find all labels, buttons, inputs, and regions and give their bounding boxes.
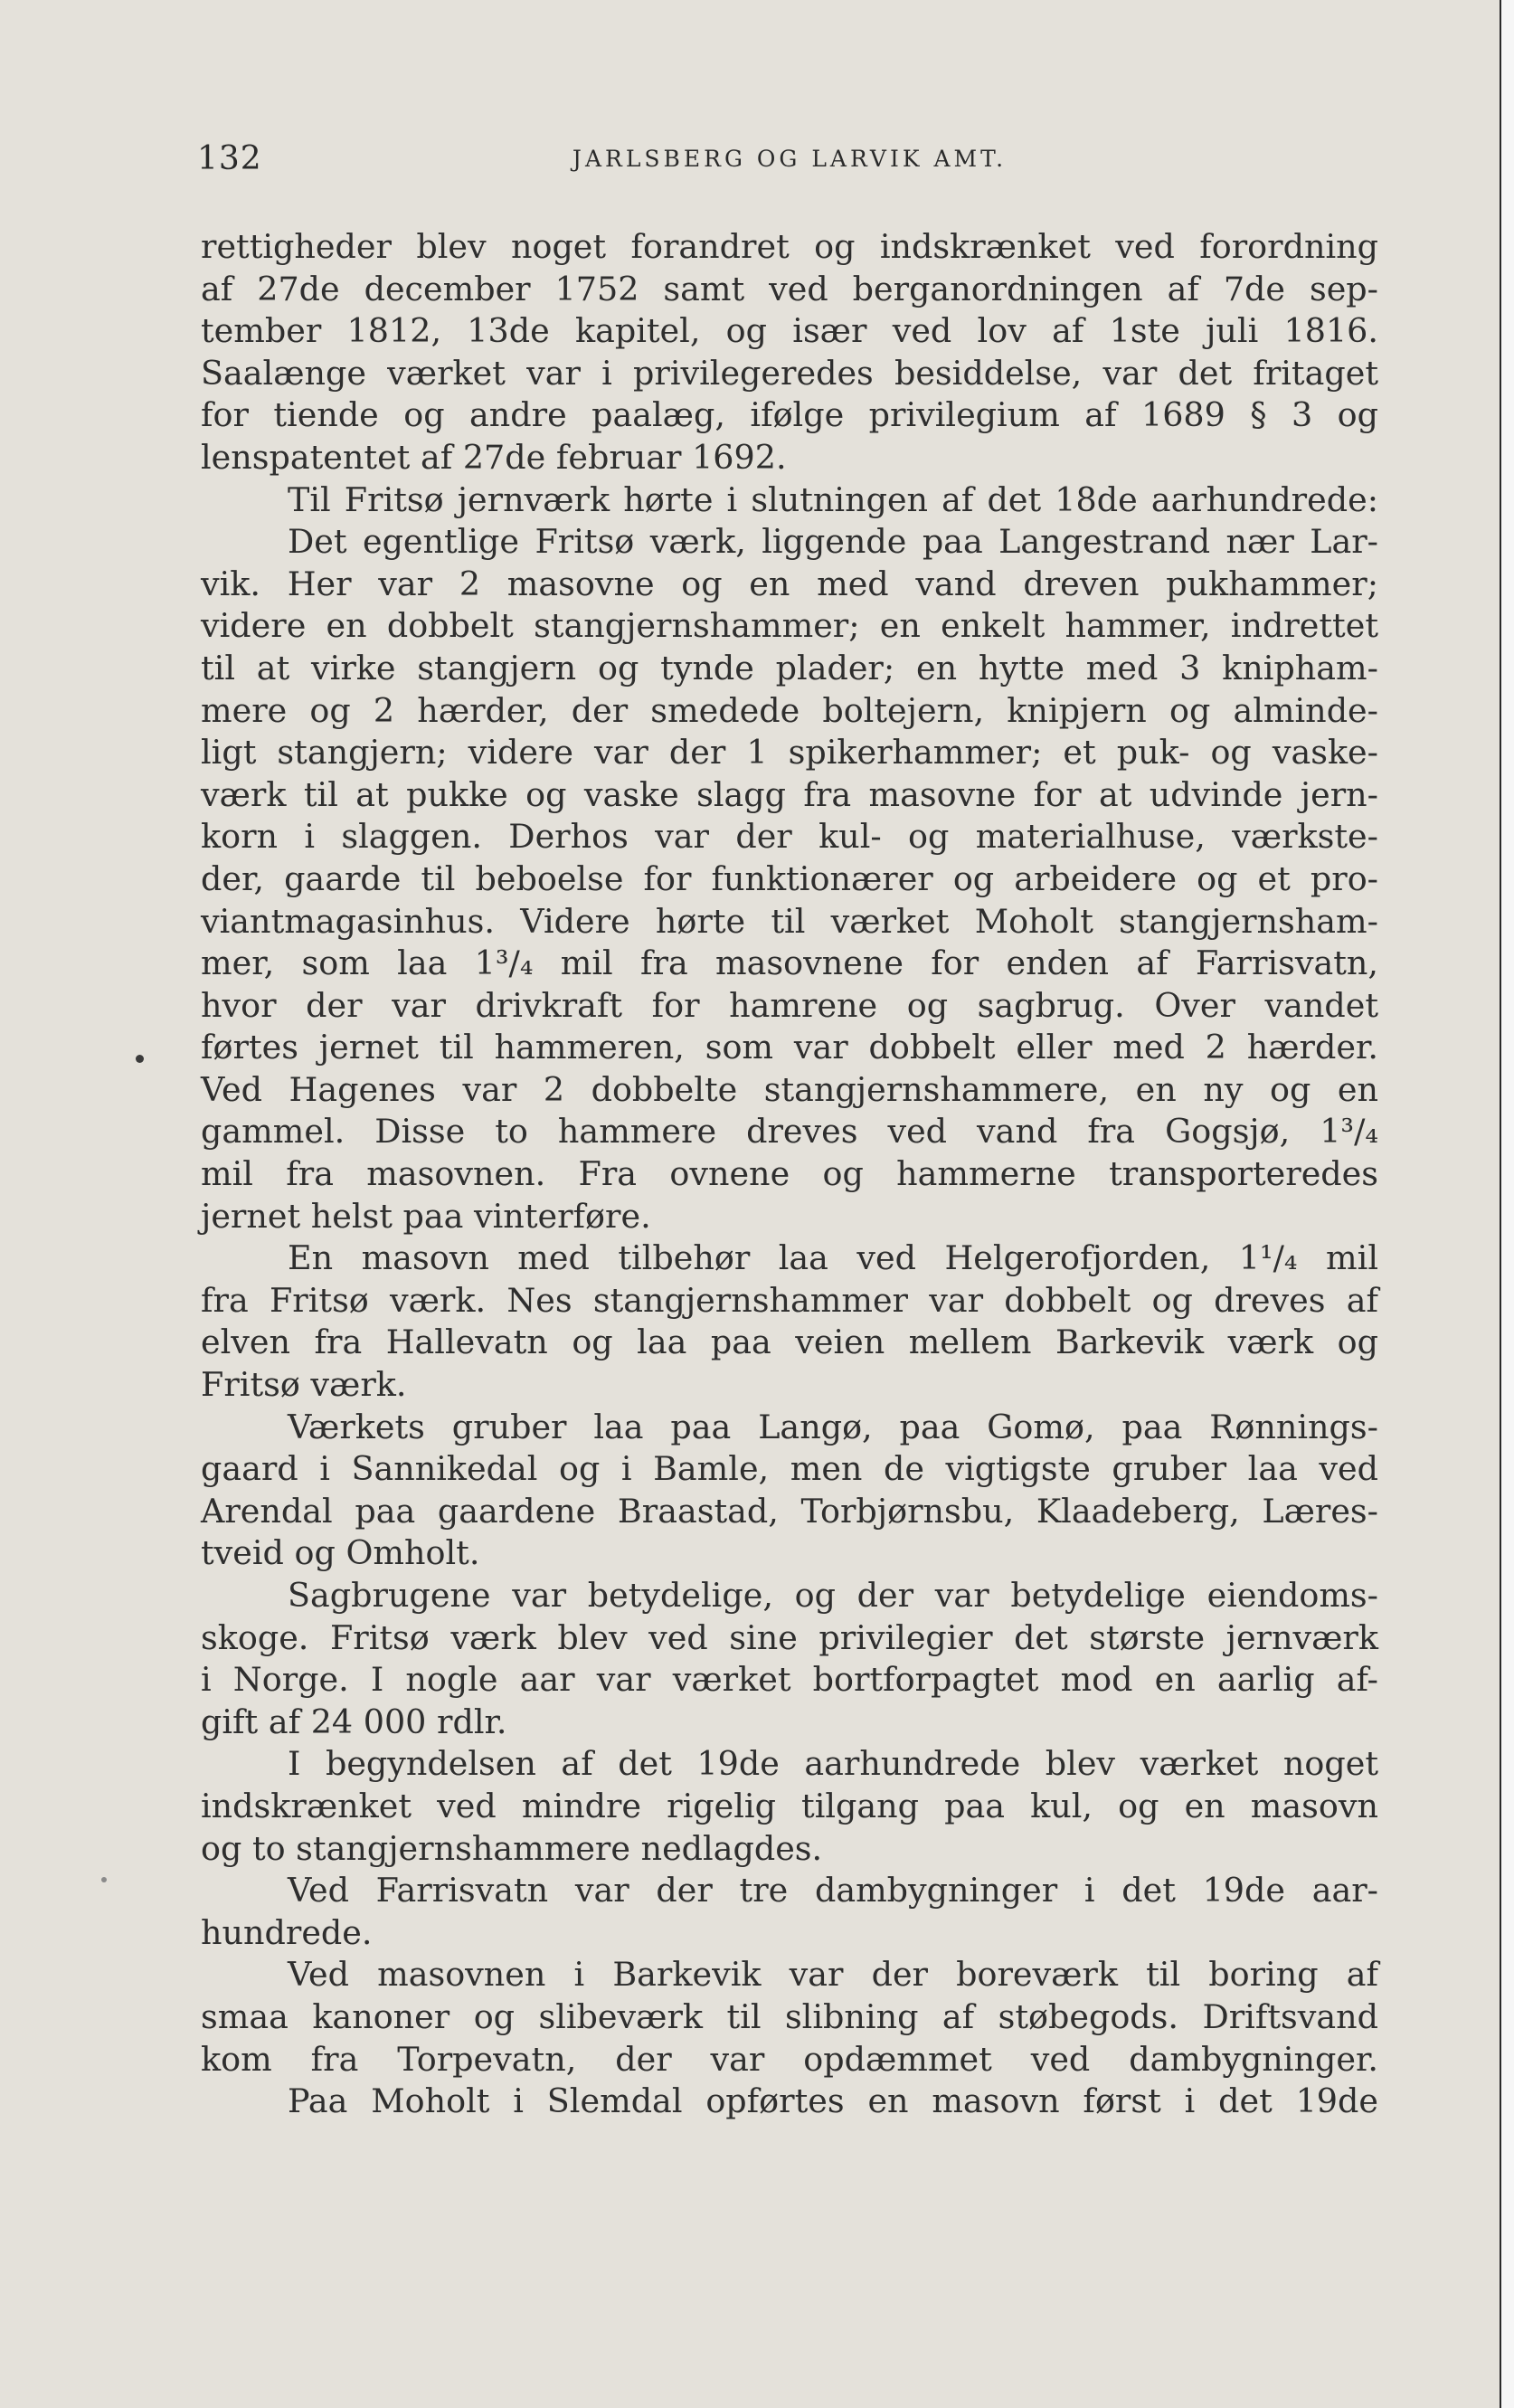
text-line: mer, som laa 1³/₄ mil fra masovnene for enden af Farrisvatn, — [201, 943, 1378, 983]
text-line: hundrede. — [201, 1912, 373, 1952]
text-line: jernet helst paa vinterføre. — [201, 1196, 651, 1236]
text-line: kom fra Torpevatn, der var opdæmmet ved dambygninger. — [201, 2039, 1378, 2079]
text-line: Det egentlige Fritsø værk, liggende paa Langestrand nær Lar- — [288, 522, 1378, 562]
text-line: og to stangjernshammere nedlagdes. — [201, 1828, 823, 1868]
text-line: i Norge. I nogle aar var værket bortforpagtet mod en aarlig af- — [201, 1660, 1378, 1700]
text-line: vik. Her var 2 masovne og en med vand dreven pukhammer; — [201, 564, 1378, 603]
text-line: Til Fritsø jernværk hørte i slutningen af det 18de aarhundrede: — [288, 479, 1378, 519]
text-line: værk til at pukke og vaske slagg fra masovne for at udvinde jern- — [201, 774, 1378, 814]
text-line: gammel. Disse to hammere dreves ved vand fra Gogsjø, 1³/₄ — [201, 1112, 1378, 1152]
text-line: smaa kanoner og slibeværk til slibning af støbegods. Driftsvand — [201, 1996, 1378, 2036]
text-line: korn i slaggen. Derhos var der kul- og materialhuse, værkste- — [201, 817, 1378, 857]
text-line: tveid og Omholt. — [201, 1533, 480, 1573]
text-line: I begyndelsen af det 19de aarhundrede blev værket noget — [288, 1744, 1378, 1784]
margin-ink-spot — [136, 1055, 144, 1063]
text-line: skoge. Fritsø værk blev ved sine privilegier det største jernværk — [201, 1617, 1378, 1657]
page-header — [197, 140, 1382, 185]
text-line: lenspatentet af 27de februar 1692. — [201, 437, 787, 477]
text-line: mil fra masovnen. Fra ovnene og hammerne transporteredes — [201, 1154, 1378, 1194]
text-line: mere og 2 hærder, der smedede boltejern, knipjern og alminde- — [201, 690, 1378, 730]
text-line: rettigheder blev noget forandret og indskrænket ved forordning — [201, 227, 1378, 266]
text-line: gift af 24 000 rdlr. — [201, 1702, 507, 1741]
body-text — [201, 226, 1378, 2123]
text-line: ligt stangjern; videre var der 1 spikerhammer; et puk- og vaske- — [201, 733, 1378, 773]
text-line: gaard i Sannikedal og i Bamle, men de vigtigste gruber laa ved — [201, 1449, 1378, 1489]
text-line: Ved masovnen i Barkevik var der boreværk til boring af — [288, 1955, 1378, 1995]
text-line: Værkets gruber laa paa Langø, paa Gomø, paa Rønnings- — [288, 1407, 1378, 1446]
text-line: Ved Farrisvatn var der tre dambygninger i det 19de aar- — [288, 1871, 1378, 1910]
text-line: Saalænge værket var i privilegeredes besiddelse, var det fritaget — [201, 353, 1378, 393]
text-line: fra Fritsø værk. Nes stangjernshammer var dobbelt og dreves af — [201, 1280, 1378, 1320]
page-number: 132 — [197, 140, 262, 177]
text-line: Sagbrugene var betydelige, og der var betydelige eiendoms- — [288, 1576, 1378, 1615]
text-line: tember 1812, 13de kapitel, og især ved lov af 1ste juli 1816. — [201, 311, 1378, 351]
scan-edge — [1500, 0, 1514, 2408]
text-line: videre en dobbelt stangjernshammer; en enkelt hammer, indrettet — [201, 606, 1378, 646]
text-line: Ved Hagenes var 2 dobbelte stangjernshammere, en ny og en — [201, 1069, 1378, 1109]
text-line: hvor der var drivkraft for hamrene og sagbrug. Over vandet — [201, 985, 1378, 1025]
margin-ink-spot-small — [101, 1877, 107, 1882]
text-line: En masovn med tilbehør laa ved Helgerofjorden, 1¹/₄ mil — [288, 1238, 1378, 1278]
text-line: indskrænket ved mindre rigelig tilgang paa kul, og en masovn — [201, 1786, 1378, 1825]
text-line: der, gaarde til beboelse for funktionærer og arbeidere og et pro- — [201, 858, 1378, 898]
text-line: til at virke stangjern og tynde plader; en hytte med 3 knipham- — [201, 648, 1378, 687]
text-line: for tiende og andre paalæg, ifølge privilegium af 1689 § 3 og — [201, 395, 1378, 435]
text-line: elven fra Hallevatn og laa paa veien mellem Barkevik værk og — [201, 1323, 1378, 1362]
text-line: førtes jernet til hammeren, som var dobbelt eller med 2 hærder. — [201, 1028, 1378, 1067]
text-line: Paa Moholt i Slemdal opførtes en masovn først i det 19de — [288, 2081, 1378, 2121]
text-line: Arendal paa gaardene Braastad, Torbjørnsbu, Klaadeberg, Læres- — [201, 1491, 1378, 1531]
running-title: JARLSBERG OG LARVIK AMT. — [572, 146, 1008, 172]
text-line: viantmagasinhus. Videre hørte til værket Moholt stangjernsham- — [201, 901, 1378, 941]
text-line: Fritsø værk. — [201, 1365, 407, 1405]
text-line: af 27de december 1752 samt ved berganordningen af 7de sep- — [201, 269, 1378, 308]
